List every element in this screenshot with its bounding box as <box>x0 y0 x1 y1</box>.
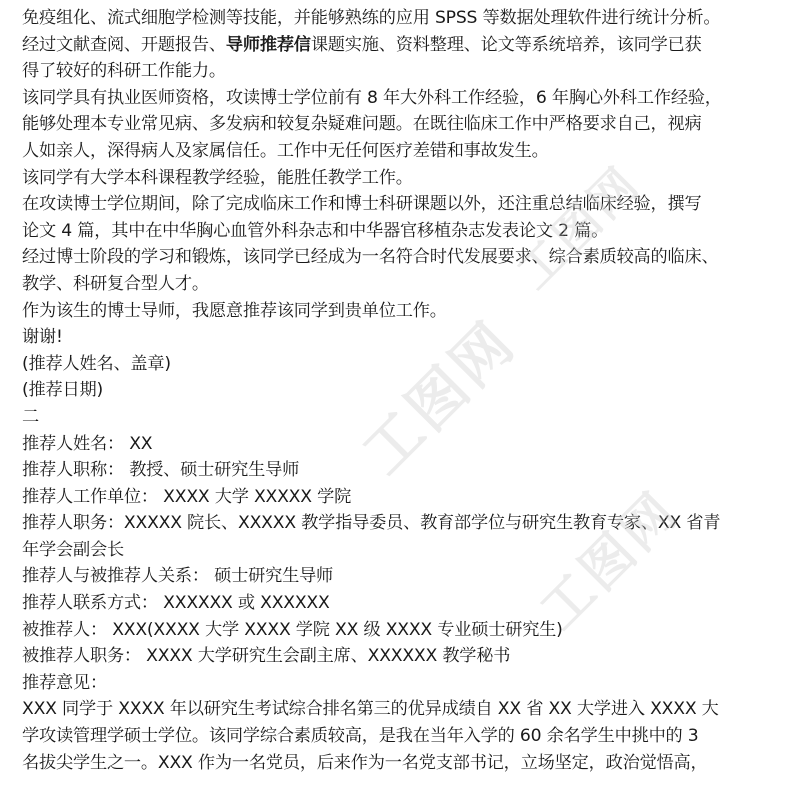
text-line: 被推荐人： XXX(XXXX 大学 XXXX 学院 XX 级 XXXX 专业硕士研究生) <box>22 619 563 640</box>
text-line: 能够处理本专业常见病、多发病和较复杂疑难问题。在既往临床工作中严格要求自己，视病 <box>22 114 702 135</box>
text-line: 推荐人与被推荐人关系： 硕士研究生导师 <box>22 566 334 587</box>
text-line: XXX 同学于 XXXX 年以研究生考试综合排名第三的优异成绩自 XX 省 XX 大学进入 XXXX 大 <box>22 699 719 720</box>
text-line: 经过博士阶段的学习和锻炼，该同学已经成为一名符合时代发展要求、综合素质较高的临床、 <box>22 247 719 268</box>
text-line: 作为该生的博士导师，我愿意推荐该同学到贵单位工作。 <box>22 300 447 321</box>
text-line: 教学、科研复合型人才。 <box>22 273 209 294</box>
text-line: 推荐人工作单位： XXXX 大学 XXXXX 学院 <box>22 486 352 507</box>
text-line: 推荐人联系方式： XXXXXX 或 XXXXXX <box>22 593 330 614</box>
text-line: 得了较好的科研工作能力。 <box>22 61 226 82</box>
text-line: 被推荐人职务： XXXX 大学研究生会副主席、XXXXXX 教学秘书 <box>22 646 511 667</box>
text-line: 免疫组化、流式细胞学检测等技能，并能够熟练的应用 SPSS 等数据处理软件进行统计分析。 <box>22 8 721 28</box>
bold-keyword: 导师推荐信 <box>225 34 311 55</box>
text-line: 论文 4 篇，其中在中华胸心血管外科杂志和中华器官移植杂志发表论文 2 篇。 <box>22 220 609 241</box>
text-line: 该同学有大学本科课程教学经验，能胜任教学工作。 <box>22 167 413 188</box>
text-segment: 课题实施、资料整理、论文等系统培养，该同学已获 <box>310 34 702 55</box>
text-line: 学攻读管理学硕士学位。该同学综合素质较高，是我在当年入学的 60 余名学生中挑中的 3 <box>22 726 699 747</box>
text-line: 推荐意见： <box>22 672 107 693</box>
watermark-1: 工图网 <box>349 307 529 488</box>
watermark-3: 工图网 <box>529 480 691 642</box>
text-line: 推荐人姓名： XX <box>22 433 153 454</box>
watermark-2: 工图网 <box>506 155 651 300</box>
text-line: 谢谢! <box>22 327 63 348</box>
text-line: 推荐人职务：XXXXX 院长、XXXXX 教学指导委员、教育部学位与研究生教育专家、XX 省青 <box>22 513 721 534</box>
text-line: (推荐日期) <box>22 380 103 401</box>
text-line: 推荐人职称： 教授、硕士研究生导师 <box>22 460 300 481</box>
text-line: 名拔尖学生之一。XXX 作为一名党员，后来作为一名党支部书记，立场坚定，政治觉悟高， <box>22 752 708 773</box>
text-line: 二 <box>22 406 39 427</box>
text-line: 在攻读博士学位期间，除了完成临床工作和博士科研课题以外，还注重总结临床经验，撰写 <box>22 194 702 215</box>
text-line: 年学会副会长 <box>22 539 124 560</box>
text-segment: 经过文献查阅、开题报告、 <box>22 34 226 55</box>
text-line: 人如亲人，深得病人及家属信任。工作中无任何医疗差错和事故发生。 <box>22 140 549 161</box>
text-line: 该同学具有执业医师资格，攻读博士学位前有 8 年大外科工作经验，6 年胸心外科工作经验， <box>22 87 722 108</box>
text-line: (推荐人姓名、盖章) <box>22 353 171 374</box>
text-line <box>22 32 782 59</box>
